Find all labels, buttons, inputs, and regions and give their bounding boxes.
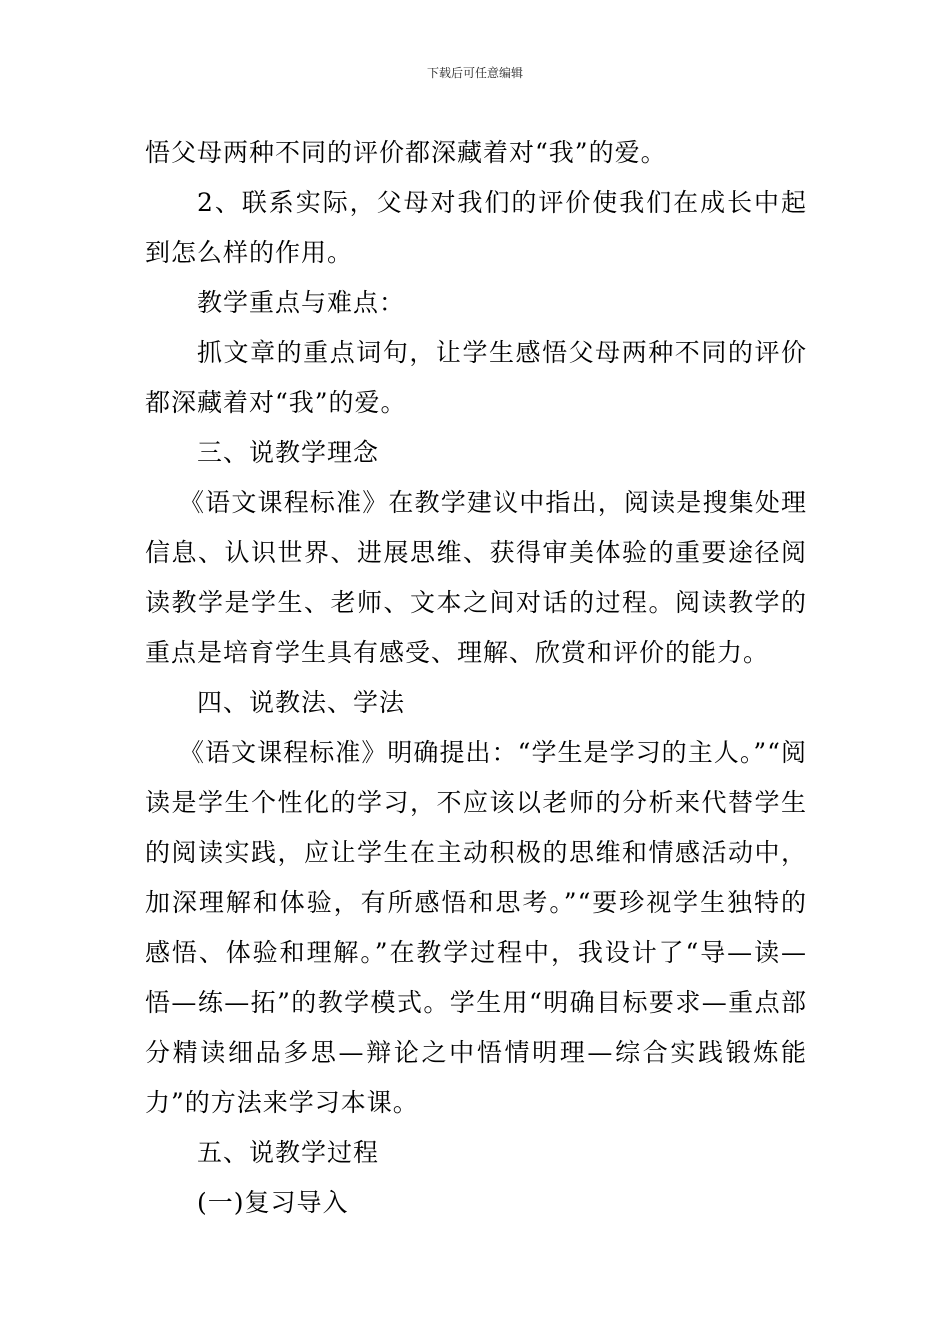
paragraph-key-points: 抓文章的重点词句，让学生感悟父母两种不同的评价都深藏着对“我”的爱。 — [145, 338, 807, 417]
heading-key-points: 教学重点与难点： — [197, 288, 406, 317]
document-body — [145, 128, 807, 1228]
heading-section-5: 五、说教学过程 — [197, 1138, 380, 1167]
paragraph-point-2: 2、联系实际，父母对我们的评价使我们在成长中起到怎么样的作用。 — [145, 188, 807, 267]
heading-subsection-1: (一)复习导入 — [197, 1188, 349, 1217]
page-header: 下载后可任意编辑 — [426, 66, 523, 80]
paragraph-continuation: 悟父母两种不同的评价都深藏着对“我”的爱。 — [145, 138, 667, 167]
heading-section-4: 四、说教法、学法 — [197, 688, 406, 717]
paragraph-teaching-methods: 《语文课程标准》明确提出：“学生是学习的主人。”“阅读是学生个性化的学习，不应该以老师的分析来代替学生的阅读实践，应让学生在主动积极的思维和情感活动中，加深理解和体验，有所感悟和思考。”“要珍视学生独特的感悟、体验和理解。”在教学过程中，我设计了“导—读—悟—练—拓”的教学模式。学生用“明确目标要求—重点部分精读细品多思—辩论之中悟情明理—综合实践锻炼能力”的方法来学习本课。 — [145, 738, 807, 1117]
paragraph-teaching-concept: 《语文课程标准》在教学建议中指出，阅读是搜集处理信息、认识世界、进展思维、获得审美体验的重要途径阅读教学是学生、老师、文本之间对话的过程。阅读教学的重点是培育学生具有感受、理解、欣赏和评价的能力。 — [145, 488, 807, 667]
heading-section-3: 三、说教学理念 — [197, 438, 380, 467]
